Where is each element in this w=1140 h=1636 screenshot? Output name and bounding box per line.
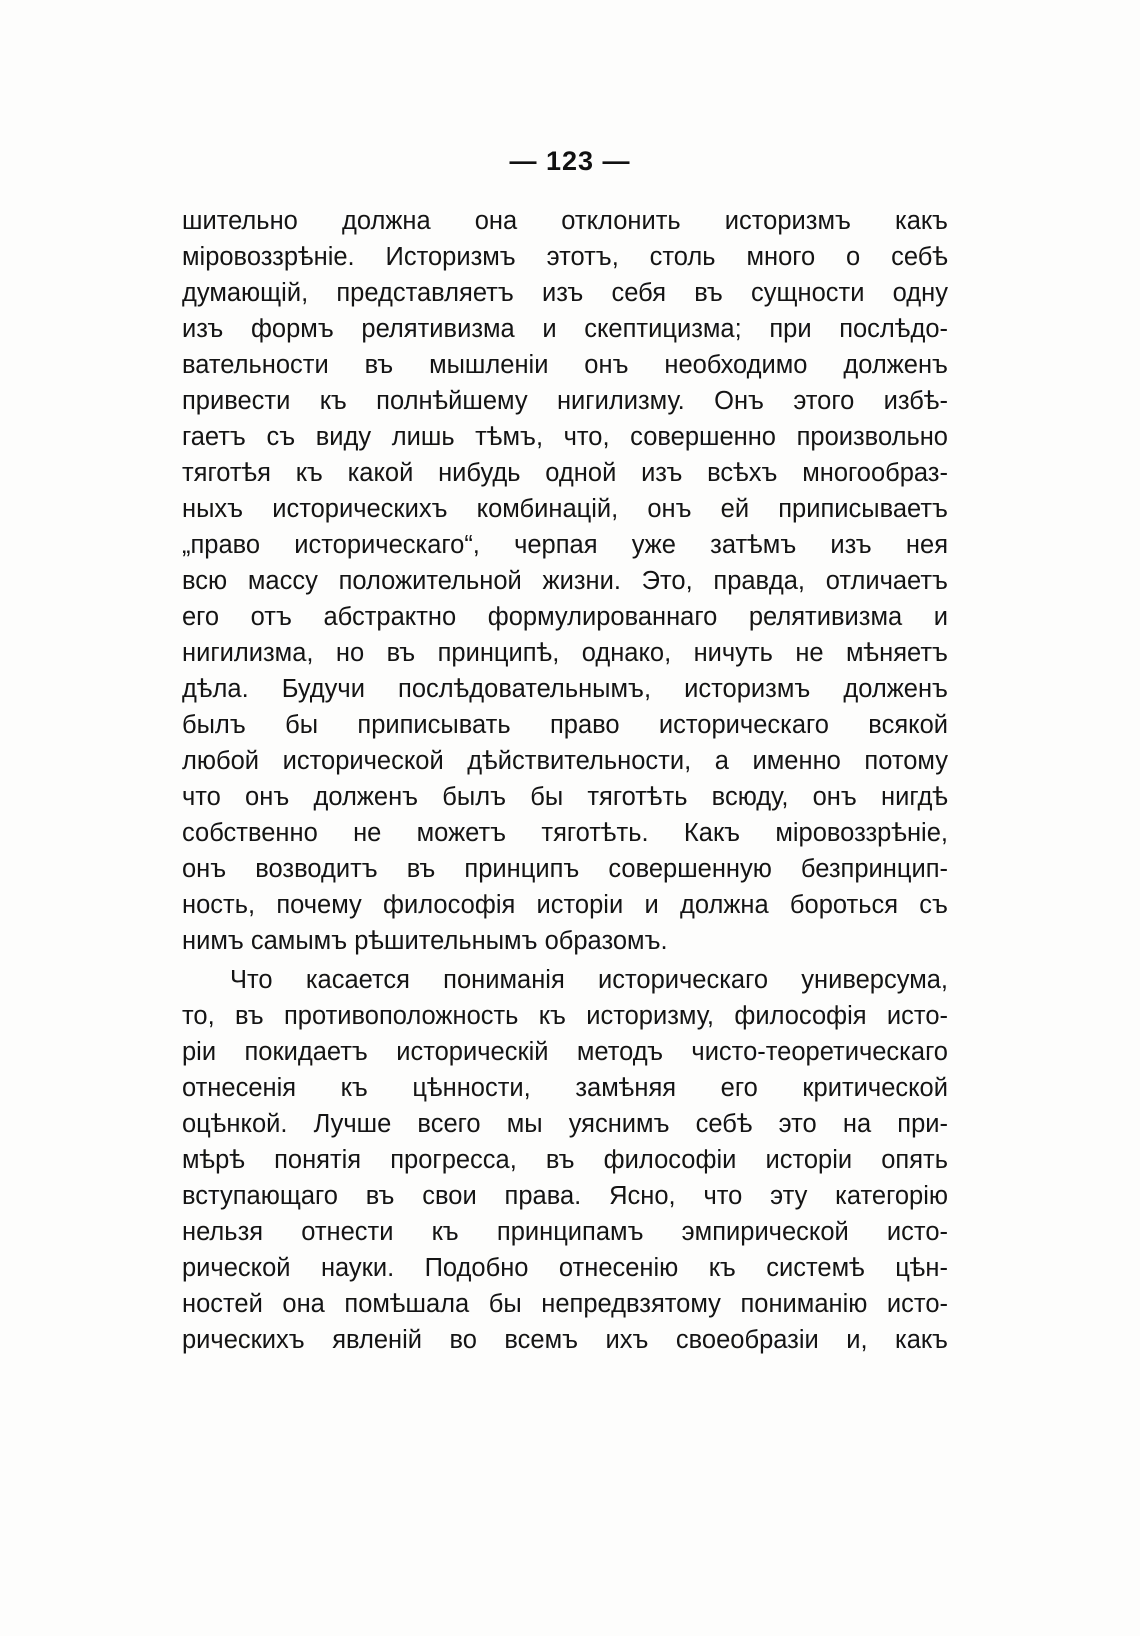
text-line: онъ возводитъ въ принципъ совершенную безпринцип-: [182, 855, 948, 883]
text-line: вступающаго въ свои права. Ясно, что эту категорію: [182, 1182, 948, 1210]
text-line: нельзя отнести къ принципамъ эмпирической исто-: [182, 1218, 948, 1246]
text-line: міровоззрѣніе. Историзмъ этотъ, столь много о себѣ: [182, 243, 948, 271]
text-line: оцѣнкой. Лучше всего мы уяснимъ себѣ это на при-: [182, 1110, 948, 1138]
text-line: всю массу положительной жизни. Это, правда, отличаетъ: [182, 567, 948, 595]
text-line: рической науки. Подобно отнесенію къ системѣ цѣн-: [182, 1254, 948, 1282]
text-line: то, въ противоположность къ историзму, философія исто-: [182, 1002, 948, 1030]
text-line: былъ бы приписывать право историческаго всякой: [182, 711, 948, 739]
text-line: вательности въ мышленіи онъ необходимо долженъ: [182, 351, 948, 379]
text-line: ностей она помѣшала бы непредвзятому пониманію исто-: [182, 1290, 948, 1318]
text-line: шительно должна она отклонить историзмъ какъ: [182, 207, 948, 235]
page-number: — 123 —: [509, 146, 631, 176]
text-line: изъ формъ релятивизма и скептицизма; при послѣдо-: [182, 315, 948, 343]
text-line: тяготѣя къ какой нибудь одной изъ всѣхъ многообраз-: [182, 459, 948, 487]
text-line: ность, почему философія исторіи и должна бороться съ: [182, 891, 948, 919]
text-line: нимъ самымъ рѣшительнымъ образомъ.: [182, 927, 668, 955]
text-line: любой исторической дѣйствительности, а именно потому: [182, 747, 948, 775]
text-line: собственно не можетъ тяготѣть. Какъ міровоззрѣніе,: [182, 819, 948, 847]
text-line: ныхъ историческихъ комбинацій, онъ ей приписываетъ: [182, 495, 948, 523]
text-line: гаетъ съ виду лишь тѣмъ, что, совершенно произвольно: [182, 423, 948, 451]
text-line: думающій, представляетъ изъ себя въ сущности одну: [182, 279, 948, 307]
text-line: дѣла. Будучи послѣдовательнымъ, историзмъ долженъ: [182, 675, 948, 703]
text-line: рическихъ явленій во всемъ ихъ своеобразіи и, какъ: [182, 1326, 948, 1354]
text-line: нигилизма, но въ принципѣ, однако, ничуть не мѣняетъ: [182, 639, 948, 667]
text-line: его отъ абстрактно формулированнаго релятивизма и: [182, 603, 948, 631]
body-text: [182, 203, 948, 1358]
text-line: мѣрѣ понятія прогресса, въ философіи исторіи опять: [182, 1146, 948, 1174]
text-line: „право историческаго“, черпая уже затѣмъ изъ нея: [182, 531, 948, 559]
text-line: привести къ полнѣйшему нигилизму. Онъ этого избѣ-: [182, 387, 948, 415]
paragraph-1: [182, 203, 948, 959]
paragraph-2: [182, 962, 948, 1358]
text-line: отнесенія къ цѣнности, замѣняя его критической: [182, 1074, 948, 1102]
text-line: что онъ долженъ былъ бы тяготѣть всюду, онъ нигдѣ: [182, 783, 948, 811]
text-line: Что касается пониманія историческаго универсума,: [230, 966, 948, 994]
text-line: ріи покидаетъ историческій методъ чисто-теоретическаго: [182, 1038, 948, 1066]
